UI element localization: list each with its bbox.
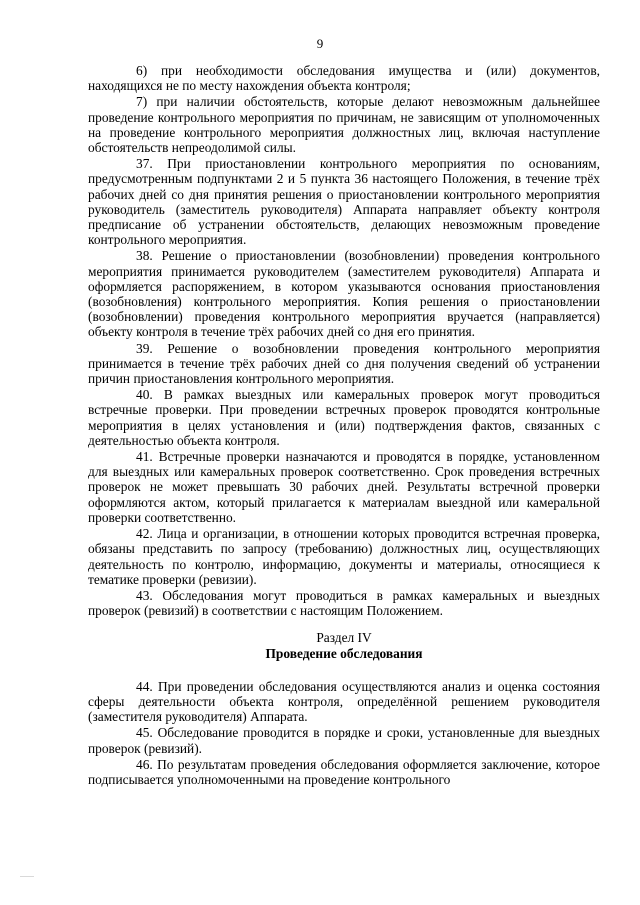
scan-mark (20, 876, 34, 877)
document-body (88, 63, 600, 787)
paragraph-44: 44. При проведении обследования осуществляются анализ и оценка состояния сферы деятельности объекта контроля, определённой решением руководителя (заместителя руководителя) Аппарата. (88, 678, 600, 725)
section-heading (88, 630, 600, 660)
page-number: 9 (316, 36, 324, 51)
paragraph-42: 42. Лица и организации, в отношении которых проводится встречная проверка, обязаны представить по запросу (требованию) должностных лиц, осуществляющих деятельность по контролю, информацию, документы и материалы, относящиеся к тематике проверки (ревизии). (88, 526, 600, 587)
paragraph-46: 46. По результатам проведения обследования оформляется заключение, которое подписывается уполномоченными на проведение контрольного (88, 756, 600, 787)
paragraph-45: 45. Обследование проводится в порядке и сроки, установленные для выездных проверок (ревизий). (88, 725, 600, 756)
paragraph-41: 41. Встречные проверки назначаются и проводятся в порядке, установленном для выездных или камеральных проверок соответственно. Срок проведения встречных проверок не может превышать 30 рабочих дней. Результаты встречной проверки оформляются актом, который прилагается к материалам выездной или камеральной проверки соответственно. (88, 449, 600, 525)
section-title: Проведение обследования (265, 645, 423, 661)
paragraph-40: 40. В рамках выездных или камеральных проверок могут проводиться встречные проверки. При проведении встречных проверок проводятся контрольные мероприятия в целях установления и (или) подтверждения фактов, связанных с деятельностью объекта контроля. (88, 387, 600, 448)
paragraph-39: 39. Решение о возобновлении проведения контрольного мероприятия принимается в течение трёх рабочих дней со дня получения сведений об устранении причин приостановления контрольного мероприятия. (88, 340, 600, 387)
paragraph-item-7: 7) при наличии обстоятельств, которые делают невозможным дальнейшее проведение контрольного мероприятия по причинам, не зависящим от уполномоченных на проведение контрольного мероприятия должностных лиц, включая наступление обстоятельств непреодолимой силы. (88, 94, 600, 156)
paragraph-43: 43. Обследования могут проводиться в рамках камеральных и выездных проверок (ревизий) в соответствии с настоящим Положением. (88, 587, 600, 619)
paragraph-38: 38. Решение о приостановлении (возобновлении) проведения контрольного мероприятия принимается руководителем (заместителем руководителя) Аппарата и оформляется распоряжением, в котором указываются основания приостановления (возобновления) контрольного мероприятия. Копия решения о приостановлении (возобновлении) проведения контрольного мероприятия вручается (направляется) объекту контроля в течение трёх рабочих дней со дня его принятия. (88, 248, 600, 340)
paragraph-item-6: 6) при необходимости обследования имущества и (или) документов, находящихся не по месту нахождения объекта контроля; (88, 63, 600, 94)
section-label: Раздел IV (316, 630, 372, 646)
paragraph-37: 37. При приостановлении контрольного мероприятия по основаниям, предусмотренным подпунктами 2 и 5 пункта 36 настоящего Положения, в течение трёх рабочих дней со дня принятия решения о приостановлении контрольного мероприятия руководитель (заместитель руководителя) Аппарата направляет объекту контроля предписание об устранении обстоятельств, делающих невозможным проведение контрольного мероприятия. (88, 156, 600, 248)
